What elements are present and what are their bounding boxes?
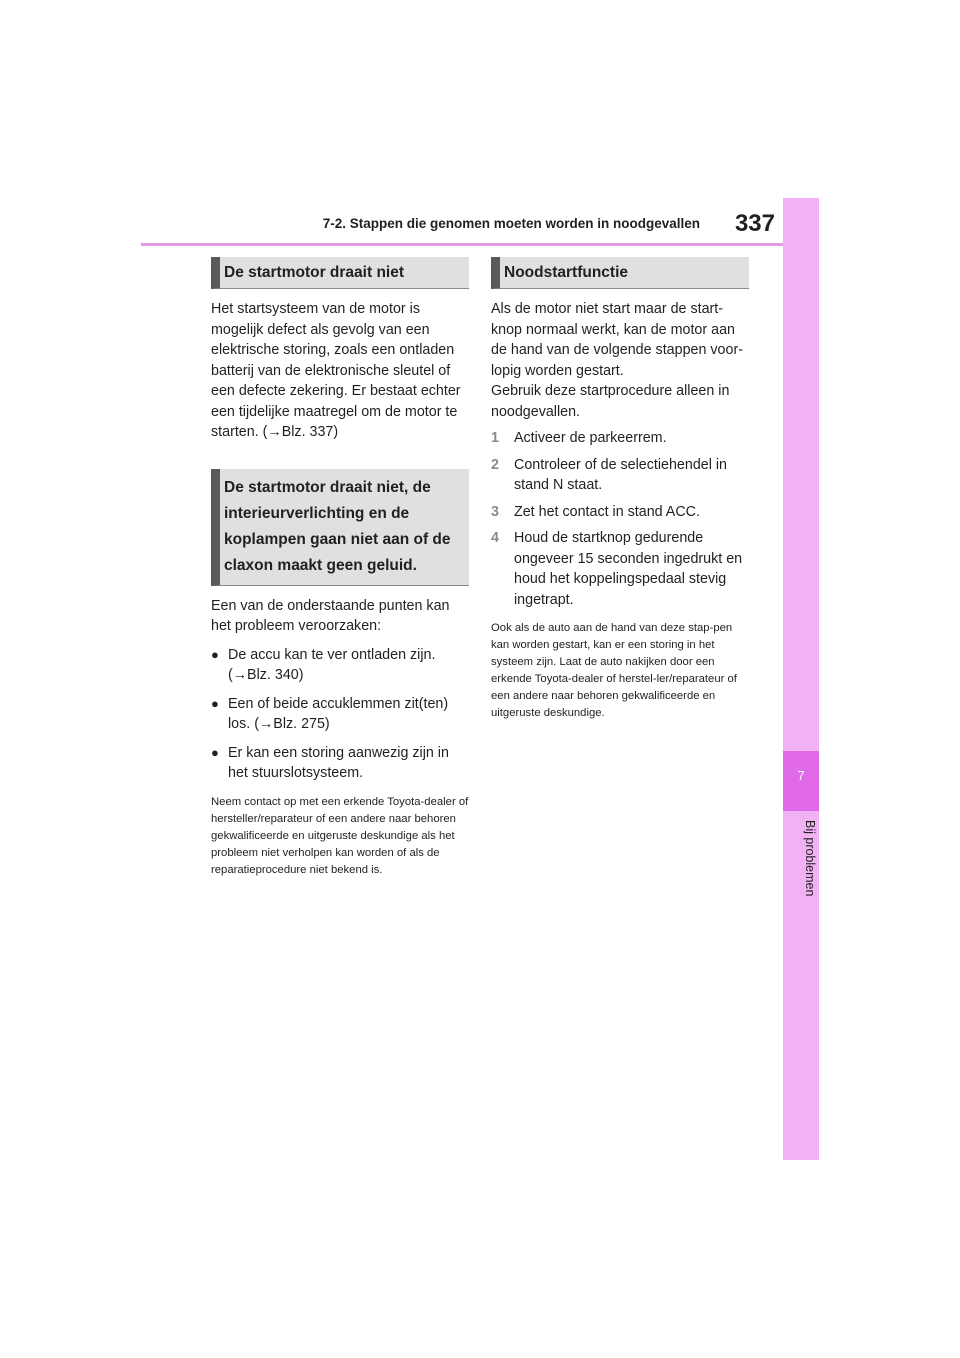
step-number: 3 xyxy=(491,503,499,520)
procedure-steps xyxy=(491,428,749,610)
chapter-side-tab xyxy=(783,198,819,1160)
list-item xyxy=(491,428,749,449)
cause-list xyxy=(211,645,469,784)
list-item-text: Er kan een storing aanwezig zijn in het stuurslotsysteem. xyxy=(228,744,449,781)
bullet-icon: ● xyxy=(211,744,219,760)
step-text: Zet het contact in stand ACC. xyxy=(514,503,700,520)
section-body-emergency-start: Als de motor niet start maar de start-knop normaal werkt, kan de motor aan de hand van de volgende stappen voor-lopig worden gestart. xyxy=(491,301,743,379)
step-text: Houd de startknop gedurende ongeveer 15 seconden ingedrukt en houd het koppelingspedaal stevig ingetrapt. xyxy=(514,530,743,608)
list-item-text: De accu kan te ver ontladen zijn. (→Blz. 340) xyxy=(228,646,436,683)
page-number: 337 xyxy=(734,210,775,237)
chapter-label: Bij problemen xyxy=(803,820,817,897)
section-heading-emergency-start: Noodstartfunctie xyxy=(491,257,749,289)
step-number: 1 xyxy=(491,430,499,446)
left-column xyxy=(211,257,469,879)
list-item xyxy=(211,743,469,784)
right-column xyxy=(491,257,749,722)
list-item-text: Een of beide accuklemmen zit(ten) los. (→Blz. 275) xyxy=(228,695,449,732)
running-header: 7-2. Stappen die genomen moeten worden in noodgevallen xyxy=(322,216,700,231)
list-item xyxy=(491,455,749,496)
section-intro-causes: Een van de onderstaande punten kan het probleem veroorzaken: xyxy=(211,597,450,634)
step-number: 2 xyxy=(491,456,499,473)
header-rule xyxy=(141,243,783,246)
step-text: Activeer de parkeerrem. xyxy=(514,430,667,446)
list-item xyxy=(211,694,469,735)
section-heading-starter-not-turning: De startmotor draait niet xyxy=(211,257,469,289)
step-text: Controleer of de selectiehendel in stand N staat. xyxy=(514,456,728,493)
section-body-emergency-only: Gebruik deze startprocedure alleen in noodgevallen. xyxy=(491,383,730,420)
section-body-starter-not-turning: Het startsysteem van de motor is mogelijk defect als gevolg van een elektrische storing, zoals een ontladen batterij van de elektronische sleutel of een defecte zekering. Er bestaat echter een tijdelijke maatregel om de motor te starten. (→Blz. 337) xyxy=(211,301,461,440)
note-system-check: Ook als de auto aan de hand van deze stap-pen kan worden gestart, kan er een storing in het systeem zijn. Laat de auto nakijken door een erkende Toyota-dealer of herstel-ler/reparateur of een andere naar behoren gekwalificeerde en uitgeruste deskundige. xyxy=(491,622,737,719)
list-item xyxy=(491,528,749,610)
chapter-number: 7 xyxy=(797,768,805,783)
section-heading-starter-lights-horn: De startmotor draait niet, de interieurverlichting en de koplampen gaan niet aan of de claxon maakt geen geluid. xyxy=(211,469,469,586)
bullet-icon: ● xyxy=(211,646,219,662)
list-item xyxy=(211,645,469,686)
note-contact-dealer: Neem contact op met een erkende Toyota-dealer of hersteller/reparateur of een andere naar behoren gekwalificeerde en uitgeruste deskundige als het probleem niet verholpen kan worden of als de reparatieprocedure niet bekend is. xyxy=(211,795,469,876)
bullet-icon: ● xyxy=(211,695,219,711)
step-number: 4 xyxy=(491,530,499,546)
list-item xyxy=(491,502,749,523)
